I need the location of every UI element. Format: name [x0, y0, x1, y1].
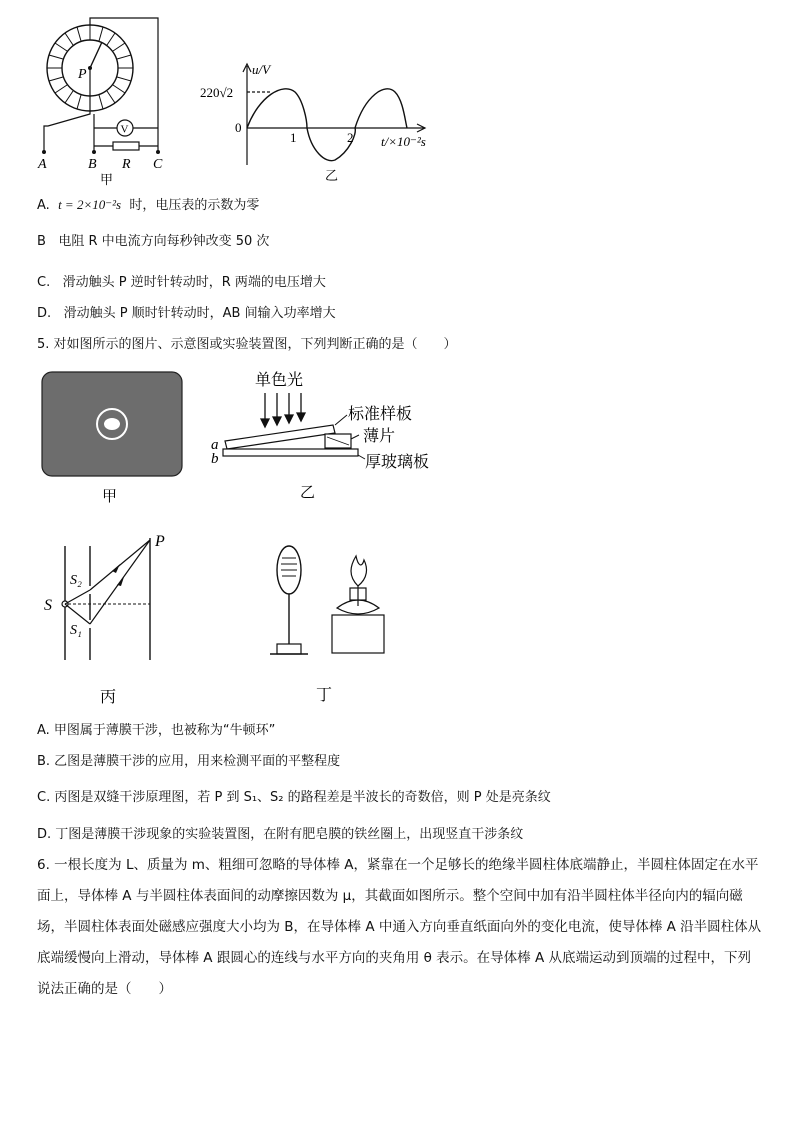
figure-newton-rings [40, 370, 190, 510]
q6-stem: 6. 一根长度为 L、质量为 m、粗细可忽略的导体棒 A，紧靠在一个足够长的绝缘半圆柱体底端静止，半圆柱体固定在水平面上，导体棒 A 与半圆柱体表面间的动摩擦因数为 μ，其截面如图所示。整个空间中加有沿半圆柱体半径向内的辐向磁场，半圆柱体表面处磁感应强度大小均为 B，在导体棒 A 中通入方向垂直纸面向外的变化电流，使导体棒 A 沿半圆柱体从底端缓慢向上滑动，导体棒 A 跟圆心的连线与水平方向的夹角用 θ 表示。在导体棒 A 从底端运动到顶端的过程中，下列说法正确的是（ ） [37, 857, 762, 997]
q4-option-b: B 电阻 R 中电流方向每秒钟改变 50 次 [37, 234, 270, 249]
svg-text:S₁: S₁ [70, 623, 82, 638]
q4-option-a: A. t = 2×10⁻²s 时，电压表的示数为零 [37, 197, 260, 213]
q4-option-d: D. 滑动触头 P 顺时针转动时，AB 间输入功率增大 [37, 306, 336, 321]
figure-air-wedge [205, 365, 445, 505]
caption-ding: 丁 [316, 687, 333, 704]
caption-bing: 丙 [100, 689, 117, 706]
figure-soap-film [262, 540, 422, 710]
q5-option-c: C. 丙图是双缝干涉原理图，若 P 到 S₁、S₂ 的路程差是半波长的奇数倍，则 P 处是亮条纹 [37, 790, 551, 805]
svg-text:1: 1 [290, 130, 297, 145]
q5-option-b: B. 乙图是薄膜干涉的应用，用来检测平面的平整程度 [37, 754, 341, 769]
label-light: 单色光 [255, 372, 304, 389]
svg-text:P: P [155, 533, 165, 550]
svg-text:u/V: u/V [252, 62, 271, 77]
svg-text:薄片: 薄片 [363, 428, 396, 445]
caption-jia: 甲 [102, 489, 118, 505]
caption-jia: 甲 [100, 172, 114, 187]
svg-text:S: S [44, 597, 52, 614]
svg-text:厚玻璃板: 厚玻璃板 [365, 454, 430, 471]
svg-text:0: 0 [235, 120, 242, 135]
svg-text:标准样板: 标准样板 [348, 406, 413, 423]
svg-text:220√2: 220√2 [200, 85, 234, 100]
svg-text:t/×10⁻²s: t/×10⁻²s [381, 134, 426, 149]
svg-text:a: a [211, 437, 219, 453]
figure-sine-graph [195, 60, 445, 185]
q5-option-a: A. 甲图属于薄膜干涉，也被称为“牛顿环” [37, 723, 276, 738]
svg-text:2: 2 [347, 130, 354, 145]
svg-text:R: R [122, 157, 131, 172]
figure-double-slit [40, 528, 190, 708]
q4-option-c: C. 滑动触头 P 逆时针转动时，R 两端的电压增大 [37, 275, 326, 290]
caption-yi: 乙 [300, 485, 316, 501]
caption-yi: 乙 [325, 168, 339, 183]
q5-option-d: D. 丁图是薄膜干涉现象的实验装置图，在附有肥皂膜的铁丝圈上，出现竖直干涉条纹 [37, 827, 524, 842]
svg-text:b: b [211, 451, 219, 467]
figure-transformer [30, 8, 180, 188]
svg-text:B: B [88, 157, 97, 172]
label-V: V [120, 123, 129, 136]
svg-text:C: C [153, 157, 163, 172]
svg-text:A: A [38, 157, 47, 172]
label-P: P [78, 67, 87, 82]
q5-stem: 5. 对如图所示的图片、示意图或实验装置图，下列判断正确的是（ ） [37, 337, 457, 352]
svg-text:S₂: S₂ [70, 573, 82, 588]
resistor [113, 142, 139, 150]
